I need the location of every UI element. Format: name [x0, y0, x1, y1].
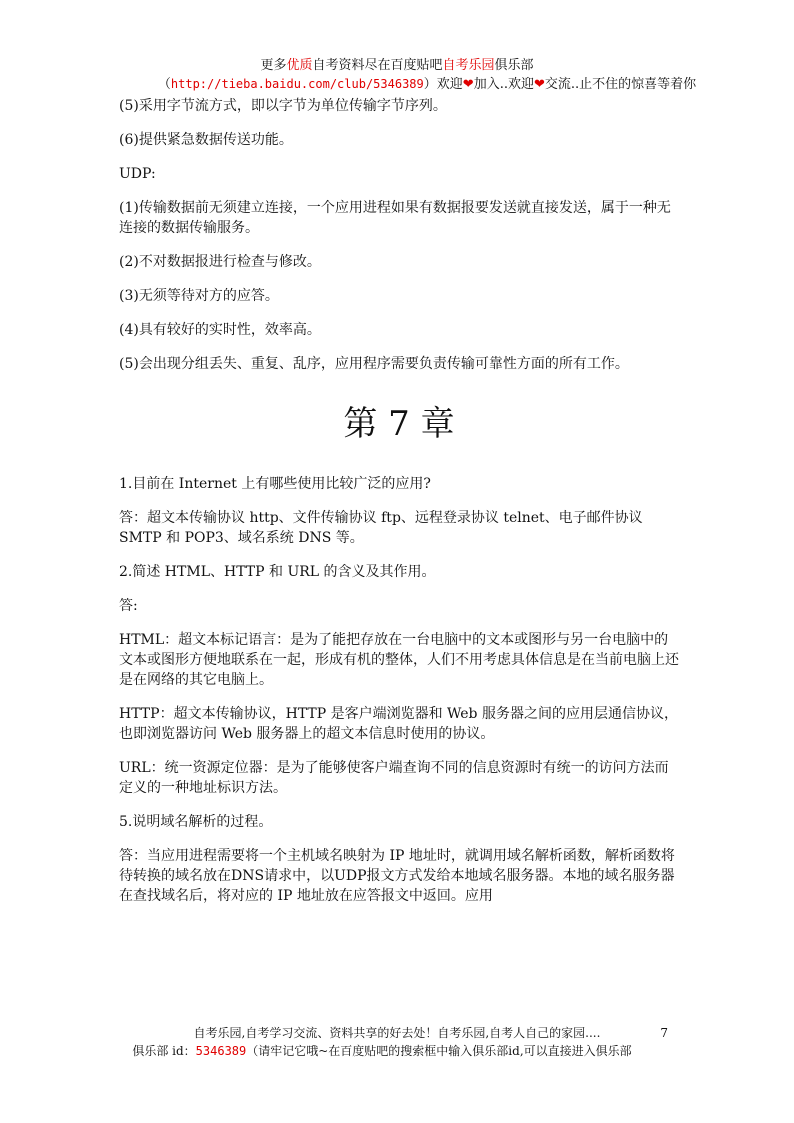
header-text: 更多 — [260, 58, 287, 73]
paragraph: (5)采用字节流方式，即以字节为单位传输字节序列。 — [119, 98, 447, 114]
header-text: 自考资料尽在百度贴吧 — [312, 58, 443, 73]
header-line-1 — [0, 56, 794, 75]
header-text: （ — [157, 77, 171, 92]
paragraph: 答：当应用进程需要将一个主机域名映射为 IP 地址时，就调用域名解析函数，解析函数将待转换的域名放在DNS请求中，以UDP报文方式发给本地域名服务器。本地的域名服务器在查找域名后，将对应的 IP 地址放在应答报文中返回。应用 — [119, 848, 675, 904]
paragraph: 5.说明域名解析的过程。 — [119, 814, 273, 830]
footer-text: 俱乐部 id： — [132, 1044, 196, 1058]
page-number: 7 — [660, 1026, 668, 1040]
header-text: 加入..欢迎 — [473, 77, 534, 92]
paragraph: HTTP：超文本传输协议，HTTP 是客户端浏览器和 Web 服务器之间的应用层通信协议，也即浏览器访问 Web 服务器上的超文本信息时使用的协议。 — [119, 706, 678, 742]
paragraph: UDP: — [119, 166, 156, 182]
paragraph: 1.目前在 Internet 上有哪些使用比较广泛的应用? — [119, 476, 431, 492]
header-text: 交流..止不住的惊喜等着你 — [544, 77, 697, 92]
paragraph: 2.简述 HTML、HTTP 和 URL 的含义及其作用。 — [119, 564, 436, 580]
paragraph: HTML：超文本标记语言：是为了能把存放在一台电脑中的文本或图形与另一台电脑中的文本或图形方便地联系在一起，形成有机的整体，人们不用考虑具体信息是在当前电脑上还是在网络的其它电脑上。 — [119, 632, 679, 688]
header-text: 俱乐部 — [494, 58, 534, 73]
paragraph: URL：统一资源定位器：是为了能够使客户端查询不同的信息资源时有统一的访问方法而定义的一种地址标识方法。 — [119, 760, 669, 796]
header-text: ）欢迎 — [423, 77, 463, 92]
footer-line-2 — [0, 1042, 794, 1060]
header-highlight: 自考乐园 — [442, 58, 495, 73]
heart-icon: ❤ — [533, 77, 545, 92]
page-footer — [0, 1024, 794, 1060]
club-id: 5346389 — [195, 1044, 247, 1058]
document-body — [119, 96, 679, 920]
paragraph: 答: — [119, 598, 138, 614]
footer-text: （请牢记它哦~在百度贴吧的搜索框中输入俱乐部id,可以直接进入俱乐部 — [246, 1044, 632, 1058]
paragraph: (2)不对数据报进行检查与修改。 — [119, 254, 321, 270]
header-line-2 — [60, 75, 794, 94]
paragraph: (6)提供紧急数据传送功能。 — [119, 132, 293, 148]
footer-line-1: 自考乐园,自考学习交流、资料共享的好去处！自考乐园,自考人自己的家园.... — [193, 1026, 601, 1040]
header-url-link[interactable]: http://tieba.baidu.com/club/5346389 — [170, 77, 424, 91]
paragraph: (1)传输数据前无须建立连接，一个应用进程如果有数据报要发送就直接发送，属于一种无连接的数据传输服务。 — [119, 200, 671, 236]
header-highlight: 优质 — [286, 58, 313, 73]
heart-icon: ❤ — [462, 77, 474, 92]
chapter-title: 第 7 章 — [343, 404, 455, 444]
paragraph: (5)会出现分组丢失、重复、乱序，应用程序需要负责传输可靠性方面的所有工作。 — [119, 356, 629, 372]
paragraph: 答：超文本传输协议 http、文件传输协议 ftp、远程登录协议 telnet、电子邮件协议 SMTP 和 POP3、域名系统 DNS 等。 — [119, 510, 643, 546]
page-header — [0, 56, 794, 94]
paragraph: (4)具有较好的实时性，效率高。 — [119, 322, 321, 338]
paragraph: (3)无须等待对方的应答。 — [119, 288, 279, 304]
